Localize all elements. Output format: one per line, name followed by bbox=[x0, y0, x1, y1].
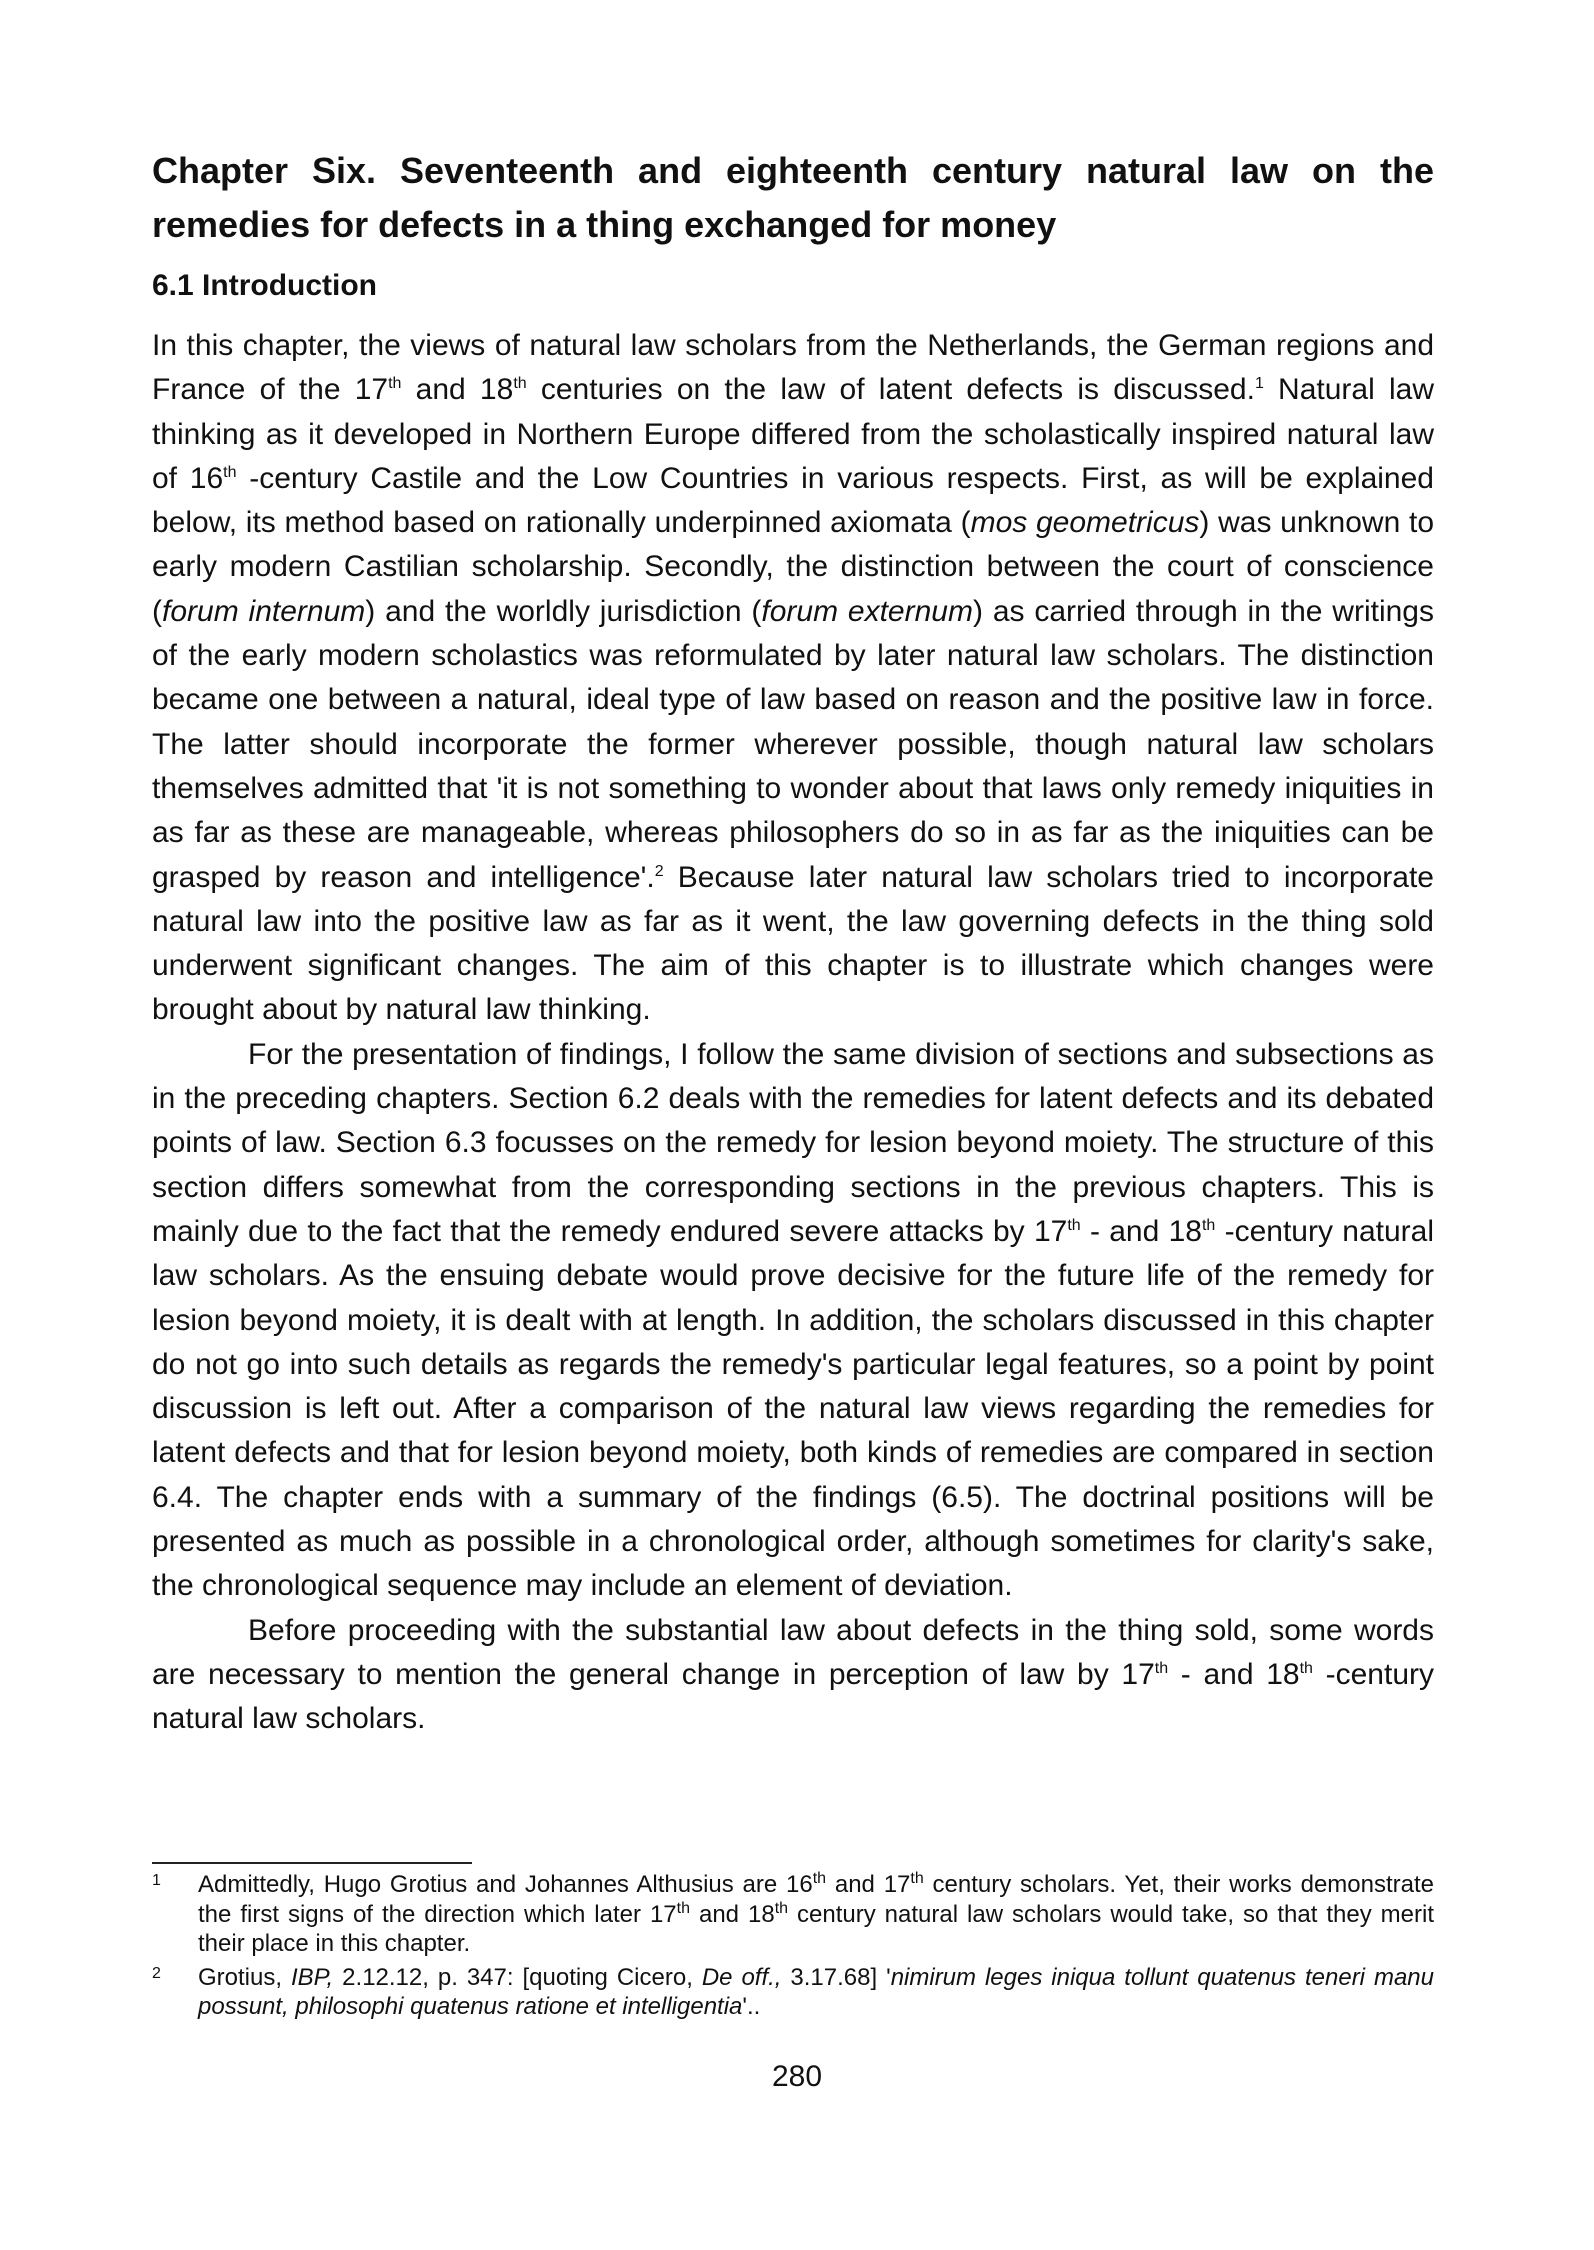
paragraph-1 bbox=[152, 324, 1434, 1033]
text-run: and 17 bbox=[826, 1871, 911, 1898]
text-run: Because later natural law scholars tried to incorporate natural law into the positive law as far as it went, the law governing defects in the thing sold underwent significant changes. The aim of this chapter is to illustrate which changes were brought about by natural law thinking. bbox=[152, 860, 1434, 1027]
superscript: th bbox=[910, 1870, 924, 1887]
chapter-title: Chapter Six. Seventeenth and eighteenth century natural law on the remedies for defects in a thing exchanged for money bbox=[152, 150, 1434, 245]
text-run: ) was unknown to early modern Castilian scholarship. Secondly, the distinction between the court of conscience ( bbox=[152, 506, 1435, 628]
superscript: th bbox=[1201, 1216, 1216, 1234]
text-run: and 18 bbox=[690, 1900, 775, 1928]
text-run: century natural law scholars would take, so that they merit their place in this chapter. bbox=[198, 1900, 1435, 1957]
paragraph-3 bbox=[152, 1609, 1434, 1742]
footnote-divider bbox=[152, 1862, 472, 1864]
italic-quote: nimirum leges iniqua tollunt quatenus teneri manu possunt, philosophi quatenus ratione et intelligentia bbox=[198, 1963, 1434, 2020]
text-run: Grotius, bbox=[198, 1963, 291, 1991]
text-run: ) and the worldly jurisdiction ( bbox=[365, 594, 762, 628]
text-run: ) as carried through in the writings of the early modern scholastics was reformulated by later natural law scholars. The distinction became one between a natural, ideal type of law based on reason and the positive law in force. The latter should incorporate the former wherever possible, though natural law scholars themselves admitted that 'it is not something to wonder about that laws only remedy iniquities in as far as these are manageable, whereas philosophers do so in as far as the iniquities can be grasped by reason and intelligence'. bbox=[152, 594, 1434, 894]
italic-term: forum externum bbox=[761, 594, 973, 628]
superscript: th bbox=[774, 1899, 789, 1917]
superscript: th bbox=[676, 1899, 690, 1917]
paragraph-2 bbox=[152, 1033, 1434, 1609]
superscript: th bbox=[388, 375, 402, 393]
text-run: - and 18 bbox=[1080, 1214, 1202, 1248]
italic-term: De off., bbox=[701, 1963, 782, 1991]
superscript: th bbox=[223, 463, 237, 481]
italic-term: forum internum bbox=[162, 594, 366, 628]
superscript: th bbox=[812, 1870, 827, 1887]
text-run: '.. bbox=[742, 1993, 761, 2020]
text-run: century scholars. Yet, their works demonstrate the first signs of the direction which later 17 bbox=[198, 1871, 1435, 1928]
superscript: th bbox=[513, 375, 527, 393]
text-run: Before proceeding with the substantial law about defects in the thing sold, some words are necessary to mention the general change in perception of law by 17 bbox=[152, 1613, 1434, 1691]
superscript: th bbox=[1299, 1659, 1313, 1677]
text-run: -century Castile and the Low Countries in various respects. First, as will be explained below, its method based on rationally underpinned axiomata ( bbox=[152, 461, 1434, 540]
text-run: 3.17.68] ' bbox=[781, 1963, 891, 1991]
text-run: Admittedly, Hugo Grotius and Johannes Althusius are 16 bbox=[198, 1871, 813, 1898]
footnotes bbox=[152, 1870, 1434, 2026]
superscript: th bbox=[1154, 1659, 1169, 1677]
text-run: 2.12.12, p. 347: [quoting Cicero, bbox=[333, 1963, 702, 1991]
superscript: th bbox=[1067, 1216, 1081, 1234]
footnote-ref-1[interactable]: 1 bbox=[1254, 375, 1264, 393]
text-run: -century natural law scholars. bbox=[152, 1657, 1434, 1736]
text-run: In this chapter, the views of natural law scholars from the Netherlands, the German regions and France of the 17 bbox=[152, 329, 1434, 407]
footnote-ref-2[interactable]: 2 bbox=[654, 862, 664, 880]
text-run: Natural law thinking as it developed in Northern Europe differed from the scholastically inspired natural law of 16 bbox=[152, 373, 1434, 495]
footnote-2 bbox=[152, 1963, 1434, 2022]
text-run: and 18 bbox=[401, 373, 514, 407]
footnote-number: 2 bbox=[152, 1964, 161, 1982]
footnote-1 bbox=[152, 1870, 1434, 1959]
page-number: 280 bbox=[771, 2060, 823, 2093]
section-heading: 6.1 Introduction bbox=[152, 269, 377, 302]
italic-term: IBP, bbox=[290, 1963, 334, 1991]
main-content bbox=[152, 144, 1434, 1742]
text-run: For the presentation of findings, I follow the same division of sections and subsections as in the preceding chapters. Section 6.2 deals with the remedies for latent defects and its debated points of law. Section 6.3 focusses on the remedy for lesion beyond moiety. The structure of this section differs somewhat from the corresponding sections in the previous chapters. This is mainly due to the fact that the remedy endured severe attacks by 17 bbox=[152, 1037, 1434, 1248]
text-run: centuries on the law of latent defects is discussed. bbox=[526, 373, 1255, 407]
text-run: -century natural law scholars. As the ensuing debate would prove decisive for the future life of the remedy for lesion beyond moiety, it is dealt with at length. In addition, the scholars discussed in this chapter do not go into such details as regards the remedy's particular legal features, so a point by point discussion is left out. After a comparison of the natural law views regarding the remedies for latent defects and that for lesion beyond moiety, both kinds of remedies are compared in section 6.4. The chapter ends with a summary of the findings (6.5). The doctrinal positions will be presented as much as possible in a chronological order, although sometimes for clarity's sake, the chronological sequence may include an element of deviation. bbox=[152, 1214, 1434, 1603]
footnote-number: 1 bbox=[152, 1872, 161, 1889]
italic-term: mos geometricus bbox=[970, 506, 1200, 540]
text-run: - and 18 bbox=[1168, 1657, 1300, 1691]
